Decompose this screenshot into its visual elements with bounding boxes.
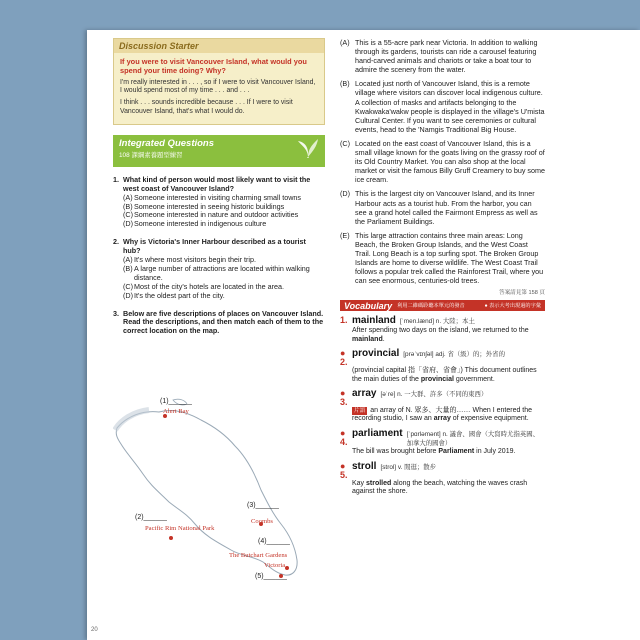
discussion-question: If you were to visit Vancouver Island, what would you spend your time doing? Why? [120, 57, 307, 76]
vocab-word: parliament [352, 428, 403, 440]
map-label-pacific-rim: Pacific Rim National Park [145, 525, 215, 532]
option-text: It's where most visitors begin their trip. [134, 255, 257, 265]
integrated-questions-subtitle: 108 課綱素養題型練習 [119, 151, 183, 159]
page-number: 20 [91, 627, 98, 633]
map-blank-1[interactable]: (1)______ [160, 398, 192, 405]
question-stem: Why is Victoria's Inner Harbour described as a tourist hub? [123, 237, 306, 256]
example-keyword: strolled [366, 479, 392, 487]
question-2 [113, 238, 325, 300]
description-d [340, 189, 545, 225]
option-letter: (D) [123, 219, 133, 229]
question-stem: Below are five descriptions of places on Vancouver Island. Read the descriptions, and then match each of them to the correct location on the map. [123, 308, 324, 336]
option-letter: (C) [123, 210, 133, 220]
question-3 [113, 310, 325, 337]
answer-note: 答案請見第 158 頁 [498, 290, 545, 297]
map-blank-3[interactable]: (3)______ [247, 502, 279, 509]
option-text: It's the oldest part of the city. [134, 290, 225, 300]
description-text: This is a 55-acre park near Victoria. In addition to walking through its gardens, tourists can ride a carousel featuring hand-carved animals and chariots or take a boat tour to admire the scenery from the water. [355, 38, 538, 75]
question-number: 3. [113, 308, 119, 318]
vocab-example [340, 448, 545, 457]
description-b [340, 79, 545, 134]
vocab-number: ● 5. [340, 461, 348, 480]
vocab-item [340, 429, 545, 457]
vocab-number: ● 3. [340, 388, 348, 407]
option-letter: (C) [123, 281, 133, 291]
description-text: This large attraction contains three main areas: Long Beach, the Broken Group Islands, and the West Coast Trail. Long Beach is a top surfing spot. The Broken Group Islands are home to diverse wildlife. The West Coast Trail follows a popular trek called the Rainforest Trail, where you can see enormous, centuries-old trees. [355, 230, 544, 286]
example-text: (provincial capital 指「省府、省會」) This document outlines the main duties of the [352, 366, 537, 383]
vocab-definition: [ˈmen.lænd] n. 大陸；本土 [399, 318, 475, 326]
description-a [340, 38, 545, 74]
vocab-word: stroll [352, 461, 377, 473]
vocab-example [340, 407, 545, 424]
example-text: Kay [352, 479, 367, 487]
example-keyword: Parliament [438, 448, 475, 456]
map-blank-5[interactable]: (5)______ [255, 573, 287, 580]
option-text: Someone interested in seeing historic buildings [134, 201, 285, 211]
example-text: government. [453, 375, 495, 383]
leaf-icon [295, 137, 321, 159]
right-column [340, 38, 545, 497]
vocab-definition: [ˈpɑrləmənt] n. 議會、國會（大寫時尤指英國、加拿大的國會） [406, 431, 540, 447]
option-letter: (A) [123, 255, 133, 265]
vocab-example [340, 480, 545, 497]
example-text: of expensive equipment. [450, 415, 529, 423]
map-marker-4 [285, 566, 289, 570]
option-text: Most of the city's hotels are located in the area. [134, 281, 284, 291]
discussion-starter-title: Discussion Starter [114, 39, 324, 53]
question-number: 2. [113, 237, 119, 247]
vocab-definition: [prəˈvɪnʃəl] adj. 省（級）的；外省的 [403, 351, 505, 359]
example-text: After spending two days on the island, we returned to the [352, 327, 529, 335]
description-text: Located on the east coast of Vancouver Island, this is a small village known for the goats living on the grassy roof of its Old Country Market. You can also shop at the local market or visit the famous Billy Gruff Creamery to buy some ice cream. [355, 138, 545, 185]
example-keyword: provincial [420, 375, 454, 383]
description-letter: (D) [340, 189, 350, 199]
vocabulary-legend: ● 表示大考出現過的字彙 [484, 303, 541, 310]
description-text: This is the largest city on Vancouver Island, and its Inner Harbour acts as a tourist hub. From the harbor, you can see a grand hotel called the Fairmont Empress as well as the Parliament Buildings. [355, 189, 538, 226]
description-c [340, 139, 545, 184]
description-e [340, 231, 545, 286]
example-keyword: array [433, 415, 451, 423]
map-label-victoria: Victoria [264, 562, 286, 569]
option-letter: (B) [123, 263, 133, 273]
vocab-item [340, 389, 545, 424]
discussion-answer-2: I think . . . sounds incredible because . . . If I were to visit Vancouver Island, that's what I would do. [120, 99, 293, 115]
integrated-questions-header [113, 135, 325, 167]
option-letter: (B) [123, 201, 133, 211]
vocab-definition: [strol] v. 閒逛；散步 [380, 464, 437, 472]
map-blank-4[interactable]: (4)______ [258, 538, 290, 545]
vocab-number: ● 2. [340, 348, 348, 368]
vocab-item [340, 316, 545, 344]
island-shape [113, 390, 333, 605]
map-label-coombs: Coombs [251, 518, 273, 525]
option-letter: (D) [123, 290, 133, 300]
map-label-alert-bay: Alert Bay [163, 408, 189, 415]
option [113, 220, 325, 229]
option-text: Someone interested in visiting charming small towns [134, 192, 301, 202]
example-text: along the beach, watching the waves crash against the shore. [352, 479, 528, 496]
example-keyword: mainland [352, 335, 383, 343]
description-letter: (E) [340, 230, 350, 240]
integrated-questions-title: Integrated Questions [119, 137, 215, 149]
question-1 [113, 176, 325, 229]
vocab-number: 1. [340, 315, 348, 326]
option [113, 265, 325, 283]
vocab-word: array [352, 388, 377, 400]
vocabulary-title: Vocabulary [344, 300, 393, 311]
vancouver-island-map [113, 390, 333, 605]
option [113, 292, 325, 301]
description-text: Located just north of Vancouver Island, this is a remote village where visitors can discover local indigenous culture. A collection of masks and artifacts belonging to the Kwakwaka'wakw people is displayed in the village's U'mista Cultural Center. If you want to see ceremonies or cultural events, head to the 'Namgis Traditional Big House. [355, 79, 545, 134]
question-stem: What kind of person would most likely want to visit the west coast of Vancouver Island? [123, 174, 311, 193]
discussion-answer-1: I'm really interested in . . . , so if I were to visit Vancouver Island, I would spend most of my time . . . and . . . [120, 78, 316, 95]
vocab-example [340, 367, 545, 384]
vocab-word: provincial [352, 348, 400, 360]
description-letter: (A) [340, 38, 350, 47]
vocab-example [340, 327, 545, 344]
vocab-definition: [əˈre] n. 一大群、許多（不同的東西） [380, 391, 488, 399]
description-letter: (C) [340, 138, 350, 148]
option-text: A large number of attractions are located within walking distance. [134, 263, 310, 282]
description-letter: (B) [340, 79, 350, 89]
vocabulary-header [340, 300, 545, 311]
vocab-number: ● 4. [340, 428, 348, 447]
vocab-item [340, 462, 545, 497]
map-marker-2 [169, 536, 173, 540]
question-number: 1. [113, 174, 119, 184]
option-text: Someone interested in indigenous culture [134, 219, 267, 229]
phrase-tag: 片語 [354, 407, 366, 414]
map-label-butchart-gardens: The Butchart Gardens [229, 552, 288, 559]
vocab-item [340, 349, 545, 384]
left-column [113, 38, 325, 336]
map-blank-2[interactable]: (2)______ [135, 514, 167, 521]
example-text: . [382, 335, 385, 343]
vocabulary-subtitle: 利用二維碼聆聽本單元的發音 [397, 303, 465, 310]
option-letter: (A) [123, 192, 133, 202]
example-text: an array of N. 眾多、大量的…… When I entered the recording studio, I saw an [352, 406, 533, 423]
example-text: The bill was brought before [352, 448, 439, 456]
example-text: in July 2019. [474, 448, 516, 456]
option-text: Someone interested in nature and outdoor activities [134, 210, 299, 220]
vocab-word: mainland [352, 315, 396, 327]
discussion-starter-box [113, 38, 325, 125]
textbook-page [87, 30, 640, 640]
